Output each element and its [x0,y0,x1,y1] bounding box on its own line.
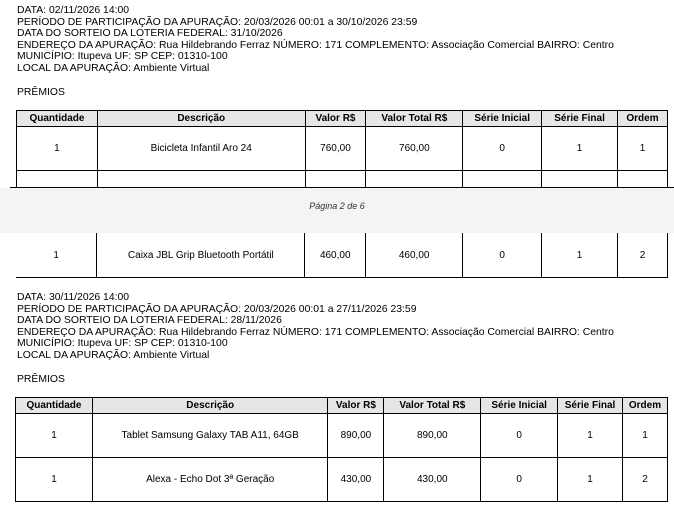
col-serie-final: Série Final [542,111,618,127]
col-descricao: Descrição [92,398,328,414]
col-ordem: Ordem [617,111,667,127]
col-valor-total: Valor Total R$ [366,111,463,127]
col-serie-final: Série Final [558,398,623,414]
col-valor: Valor R$ [328,398,384,414]
cell-serie-final: 1 [542,127,618,171]
cell-descricao: Tablet Samsung Galaxy TAB A11, 64GB [92,414,328,458]
cell-valor: 460,00 [305,233,366,278]
table-row [16,458,668,502]
page-number: Página 2 de 6 [309,201,365,211]
cell-quantidade: 1 [16,233,97,278]
info-date: DATA: 30/11/2026 14:00 [17,292,130,303]
table-header-row [16,398,668,414]
prizes-table-2 [15,397,668,502]
premios-label: PRÊMIOS [17,374,65,385]
cell-valor-total: 430,00 [384,458,481,502]
col-quantidade: Quantidade [16,398,93,414]
col-serie-inicial: Série Inicial [463,111,542,127]
cell-quantidade: 1 [17,127,98,171]
info-period: PERÍODO DE PARTICIPAÇÃO DA APURAÇÃO: 20/03/2026 00:01 a 30/10/2026 23:59 [17,16,418,28]
info-lottery-date: DATA DO SORTEIO DA LOTERIA FEDERAL: 31/10/2026 [17,28,283,40]
info-address: ENDEREÇO DA APURAÇÃO: Rua Hildebrando Ferraz NÚMERO: 171 COMPLEMENTO: Associação Comercial BAIRRO: Centro [17,326,614,338]
col-ordem: Ordem [622,398,667,414]
cell-serie-final: 1 [542,233,618,278]
cell-ordem: 1 [617,127,667,171]
cell-valor-total: 760,00 [366,127,463,171]
info-period: PERÍODO DE PARTICIPAÇÃO DA APURAÇÃO: 20/03/2026 00:01 a 27/11/2026 23:59 [17,303,417,315]
section2-info [17,292,614,362]
cell-valor: 760,00 [305,127,366,171]
prizes-table-1-continued [16,233,668,278]
col-valor: Valor R$ [305,111,366,127]
cell-descricao: Alexa - Echo Dot 3ª Geração [92,458,328,502]
col-valor-total: Valor Total R$ [384,398,481,414]
table-row [16,414,668,458]
info-location: LOCAL DA APURAÇÃO: Ambiente Virtual [17,62,210,74]
col-descricao: Descrição [97,111,305,127]
cell-quantidade: 1 [16,414,93,458]
table-row-partial [17,171,668,188]
cell-ordem: 2 [622,458,667,502]
info-date: DATA: 02/11/2026 14:00 [17,5,130,16]
cell-valor-total: 460,00 [366,233,463,278]
cell-quantidade: 1 [16,458,93,502]
table-row [16,233,668,278]
table-row [17,127,668,171]
cell-descricao: Caixa JBL Grip Bluetooth Portátil [97,233,305,278]
info-address: ENDEREÇO DA APURAÇÃO: Rua Hildebrando Ferraz NÚMERO: 171 COMPLEMENTO: Associação Comercial BAIRRO: Centro [17,39,614,51]
cell-serie-inicial: 0 [481,458,558,502]
info-location: LOCAL DA APURAÇÃO: Ambiente Virtual [17,349,210,361]
cell-serie-inicial: 0 [481,414,558,458]
cell-descricao: Bicicleta Infantil Aro 24 [97,127,305,171]
cell-valor-total: 890,00 [384,414,481,458]
cell-ordem: 2 [617,233,667,278]
cell-serie-final: 1 [558,414,623,458]
cell-serie-inicial: 0 [463,127,542,171]
cell-ordem: 1 [622,414,667,458]
table-header-row [17,111,668,127]
info-city: MUNICÍPIO: Itupeva UF: SP CEP: 01310-100 [17,51,228,63]
cell-serie-final: 1 [558,458,623,502]
col-serie-inicial: Série Inicial [481,398,558,414]
info-lottery-date: DATA DO SORTEIO DA LOTERIA FEDERAL: 28/11/2026 [17,315,282,327]
info-city: MUNICÍPIO: Itupeva UF: SP CEP: 01310-100 [17,338,228,350]
cell-valor: 430,00 [328,458,384,502]
cell-valor: 890,00 [328,414,384,458]
prizes-table-1 [16,110,668,187]
cell-serie-inicial: 0 [463,233,542,278]
col-quantidade: Quantidade [17,111,98,127]
section1-info [17,5,614,75]
premios-label: PRÊMIOS [17,87,65,98]
